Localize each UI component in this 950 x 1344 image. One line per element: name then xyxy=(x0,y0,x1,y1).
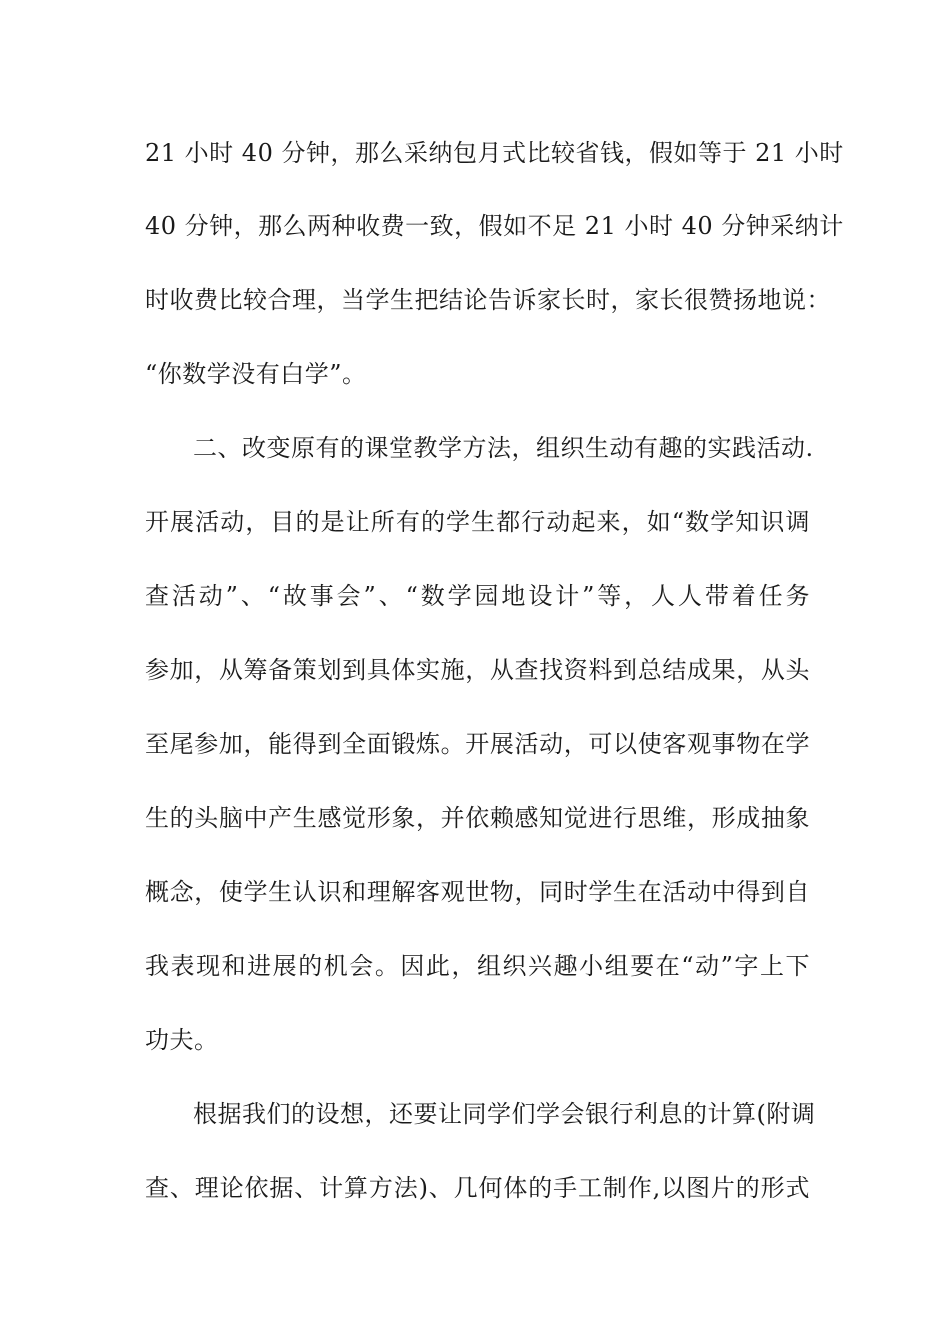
text-line-2: 40 分钟，那么两种收费一致，假如不足 21 小时 40 分钟采纳计 xyxy=(145,212,844,240)
text-line-3: 时收费比较合理，当学生把结论告诉家长时，家长很赞扬地说： xyxy=(145,286,831,314)
text-line-4: “你数学没有白学”。 xyxy=(145,360,367,388)
text-line-14: 根据我们的设想，还要让同学们学会银行利息的计算(附调 xyxy=(193,1100,816,1128)
text-line-11: 概念，使学生认识和理解客观世物，同时学生在活动中得到自 xyxy=(145,878,810,906)
text-line-6: 开展活动，目的是让所有的学生都行动起来，如“数学知识调 xyxy=(145,508,810,536)
paragraph-heading: 二、改变原有的课堂教学方法，组织生动有趣的实践活动. xyxy=(193,434,814,462)
text-line-1: 21 小时 40 分钟，那么采纳包月式比较省钱，假如等于 21 小时 xyxy=(145,139,844,167)
text-line-12: 我表现和进展的机会。因此，组织兴趣小组要在“动”字上下 xyxy=(145,952,810,980)
text-line-10: 生的头脑中产生感觉形象，并依赖感知觉进行思维，形成抽象 xyxy=(145,804,810,832)
text-line-8: 参加，从筹备策划到具体实施，从查找资料到总结成果，从头 xyxy=(145,656,810,684)
text-line-13: 功夫。 xyxy=(145,1026,219,1054)
text-line-15: 查、理论依据、计算方法)、几何体的手工制作,以图片的形式 xyxy=(145,1174,810,1202)
text-line-9: 至尾参加，能得到全面锻炼。开展活动，可以使客观事物在学 xyxy=(145,730,810,758)
text-line-7: 查活动”、“故事会”、“数学园地设计”等，人人带着任务 xyxy=(145,582,810,610)
